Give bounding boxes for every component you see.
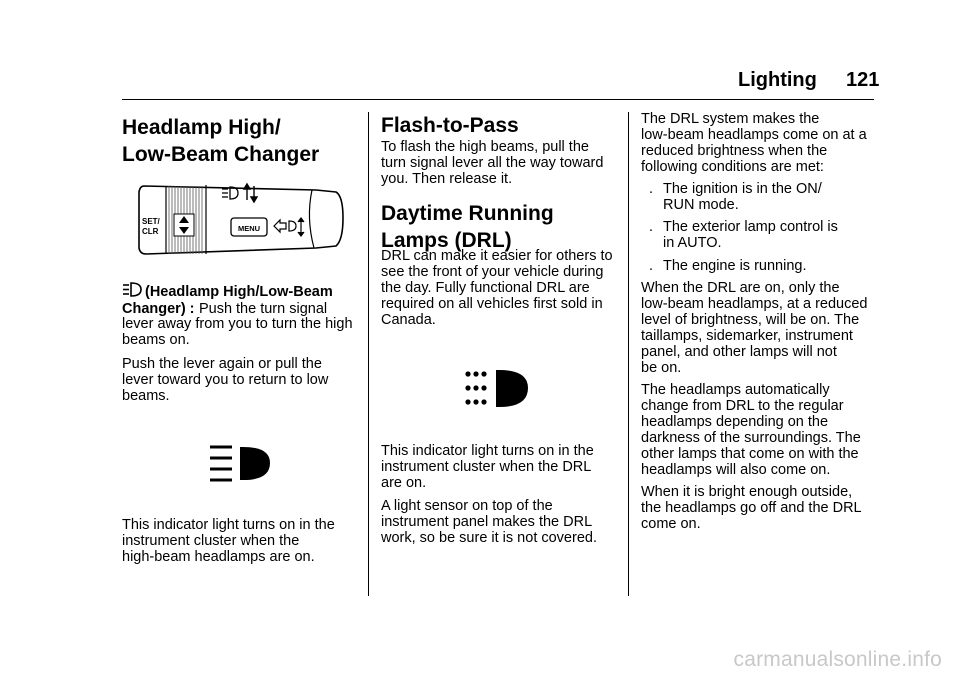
c3-p1-line4: following conditions are met: [641, 159, 824, 175]
heading-drl-line2: Lamps (DRL) [381, 229, 512, 252]
heading-flash-to-pass: Flash-to-Pass [381, 114, 519, 137]
para3-line2: instrument cluster when the [122, 533, 300, 549]
bullet-dot: . [649, 258, 654, 274]
flash-p1-line2: turn signal lever all the way toward [381, 155, 604, 171]
heading-headlamp-changer-line2: Low-Beam Changer [122, 143, 320, 166]
drl-p3-line1: This indicator light turns on in the [381, 443, 594, 459]
drl-p2-line5: Canada. [381, 312, 436, 328]
c3-p2-line3: level of brightness, will be on. The [641, 312, 860, 328]
set-clr-label: SET/ [142, 217, 160, 226]
turn-signal-lever-illustration [136, 178, 344, 260]
watermark[interactable]: carmanualsonline.info [733, 648, 942, 671]
heading-headlamp-changer-line1: Headlamp High/ [122, 116, 281, 139]
flash-p1-line3: you. Then release it. [381, 171, 513, 187]
item-title-line2: Changer) : [122, 301, 195, 317]
drl-p4-line2: instrument panel makes the DRL [381, 514, 593, 530]
drl-p4-line1: A light sensor on top of the [381, 498, 553, 514]
c3-p4-line3: come on. [641, 516, 701, 532]
header-rule [122, 99, 874, 100]
item-text-line3: lever away from you to turn the high [122, 316, 353, 332]
drl-p2-line1: DRL can make it easier for others to [381, 248, 613, 264]
bullet-dot: . [649, 181, 654, 197]
drl-indicator-icon [464, 368, 530, 410]
bullet-ignition-line1: The ignition is in the ON/ [663, 181, 822, 197]
drl-p2-line4: required on all vehicles first sold in [381, 296, 603, 312]
item-text-line4: beams on. [122, 332, 190, 348]
page-number: 121 [846, 69, 880, 91]
drl-p3-line3: are on. [381, 475, 427, 491]
c3-p2-line1: When the DRL are on, only the [641, 280, 840, 296]
bullet-engine-line1: The engine is running. [663, 258, 807, 274]
item-title-line1: (Headlamp High/Low-Beam [145, 284, 333, 300]
drl-p3-line2: instrument cluster when the DRL [381, 459, 592, 475]
bullet-ignition-line2: RUN mode. [663, 197, 739, 213]
c3-p3-line2: change from DRL to the regular [641, 398, 844, 414]
high-beam-indicator-icon [208, 444, 272, 484]
column-divider-1 [368, 112, 369, 596]
c3-p2-line2: low-beam headlamps, at a reduced [641, 296, 868, 312]
c3-p1-line2: low-beam headlamps come on at a [641, 127, 867, 143]
c3-p3-line6: headlamps will also come on. [641, 462, 831, 478]
c3-p4-line2: the headlamps go off and the DRL [641, 500, 862, 516]
c3-p4-line1: When it is bright enough outside, [641, 484, 853, 500]
high-beam-icon-inline [122, 282, 142, 298]
c3-p1-line3: reduced brightness when the [641, 143, 828, 159]
item-text-line2: Push the turn signal [198, 301, 328, 317]
column-divider-2 [628, 112, 629, 596]
bullet-exterior-line2: in AUTO. [663, 235, 722, 251]
c3-p3-line4: darkness of the surroundings. The [641, 430, 861, 446]
para3-line1: This indicator light turns on in the [122, 517, 335, 533]
para3-line3: high-beam headlamps are on. [122, 549, 315, 565]
para2-line1: Push the lever again or pull the [122, 356, 322, 372]
c3-p3-line1: The headlamps automatically [641, 382, 830, 398]
svg-text:CLR: CLR [142, 227, 159, 236]
flash-p1-line1: To flash the high beams, pull the [381, 139, 589, 155]
drl-p4-line3: work, so be sure it is not covered. [381, 530, 597, 546]
c3-p1-line1: The DRL system makes the [641, 111, 820, 127]
c3-p3-line3: headlamps depending on the [641, 414, 829, 430]
c3-p2-line4: taillamps, sidemarker, instrument [641, 328, 853, 344]
drl-p2-line3: the day. Fully functional DRL are [381, 280, 590, 296]
menu-button-label: MENU [237, 224, 261, 233]
bullet-exterior-line1: The exterior lamp control is [663, 219, 838, 235]
heading-drl-line1: Daytime Running [381, 202, 554, 225]
c3-p3-line5: other lamps that come on with the [641, 446, 859, 462]
para2-line3: beams. [122, 388, 170, 404]
c3-p2-line5: panel, and other lamps will not [641, 344, 837, 360]
c3-p2-line6: be on. [641, 360, 682, 376]
drl-p2-line2: see the front of your vehicle during [381, 264, 604, 280]
para2-line2: lever toward you to return to low [122, 372, 329, 388]
section-title: Lighting [738, 69, 817, 91]
bullet-dot: . [649, 219, 654, 235]
